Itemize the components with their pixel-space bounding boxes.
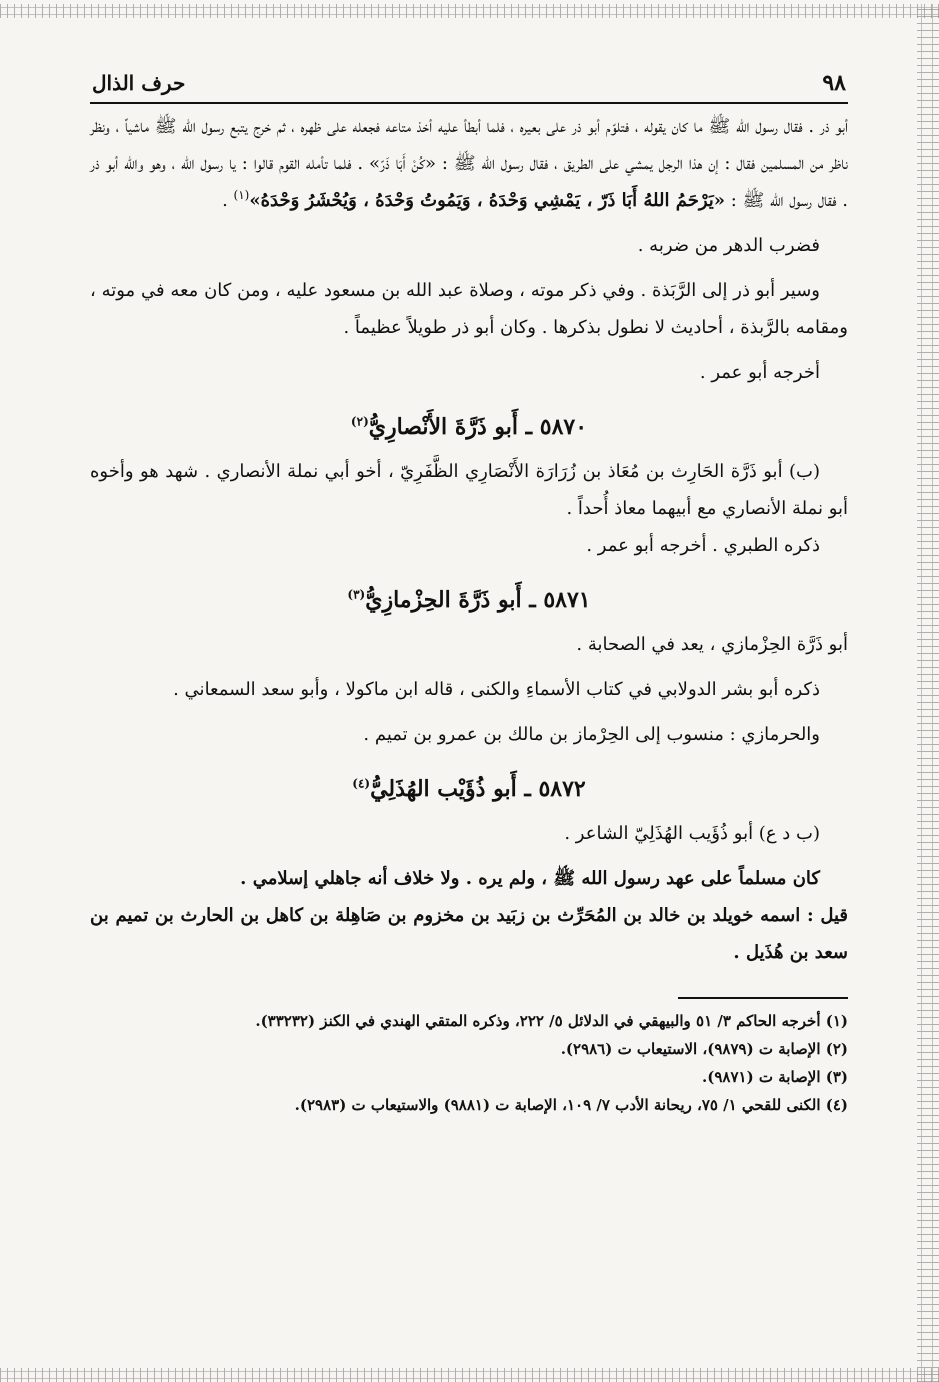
hadith-quote: «يَرْحَمُ اللهُ أَبَا ذَرّ ، يَمْشِي وَحْدَهُ ، وَيَمُوتُ وَحْدَهُ ، وَيُحْشَرُ وَحْدَهُ»: [249, 190, 726, 211]
entry-title-5872: [90, 767, 848, 811]
footnotes: [90, 1007, 848, 1119]
paragraph: (ب د ع) أبو ذُؤَيب الهُذَلِيّ الشاعر .: [564, 823, 820, 844]
footnote-ref-3: (٣): [347, 587, 366, 602]
paragraph: ذكره أبو بشر الدولابي في كتاب الأسماءِ والكنى ، قاله ابن ماكولا ، وأبو سعد السمعاني .: [173, 679, 820, 700]
running-head: حرف الذال: [92, 71, 186, 95]
page-header: [90, 70, 848, 104]
footnote-ref-2: (٢): [350, 414, 369, 429]
footnote-2: (٢) الإصابة ت (٩٨٧٩)، الاستيعاب ت (٢٩٨٦).: [560, 1040, 848, 1058]
paragraph: أخرجه أبو عمر .: [699, 362, 820, 383]
page: [90, 70, 848, 1119]
paragraph-text: أبو ذر . فقال رسول الله ﷺ ما كان يقوله ، فتلوّم أبو ذر على بعيره ، فلما أبطأ عليه أخذ متاعه فجعله على ظهره ، ثم خرج يتبع رسول الله ﷺ ماشياً ، ونظر ناظر من المسلمين فقال : إن هذا الرجل يمشي على الطريق ، فقال رسول الله ﷺ : «كُنْ أَبَا ذَرّ» . فلما تأمله القوم قالوا : يا رسول الله ، وهو والله أبو ذر . فقال رسول الله ﷺ :: [90, 116, 848, 211]
decorative-border-bottom: [0, 1368, 939, 1382]
paragraph: والحرمازي : منسوب إلى الحِرْماز بن مالك بن عمرو بن تميم .: [363, 724, 820, 745]
entry-title-text: ٥٨٧٢ ـ أَبو ذُؤَيْب الهُذَلِيُّ: [370, 776, 586, 802]
paragraph: فضرب الدهر من ضربه .: [637, 235, 820, 256]
paragraph: قيل : اسمه خويلد بن خالد بن المُحَرِّث بن زبَيد بن مخزوم بن صَاهِلة بن كاهل بن الحارث بن تميم بن سعد بن هُذَيل .: [90, 905, 848, 963]
footnote-3: (٣) الإصابة ت (٩٨٧١).: [702, 1068, 848, 1086]
entry-title-text: ٥٨٧١ ـ أَبو ذَرَّةَ الحِزْمازِيُّ: [365, 587, 591, 613]
entry-title-text: ٥٨٧٠ ـ أَبو ذَرَّةَ الأَنْصارِيُّ: [368, 414, 588, 440]
footnote-1: (١) أخرجه الحاكم ٣/ ٥١ والبيهقي في الدلائل ٥/ ٢٢٢، وذكره المتقي الهندي في الكنز (٣٣٢٣٢).: [255, 1012, 848, 1030]
entry-title-5871: [90, 578, 848, 622]
decorative-border-right: [917, 4, 939, 1382]
paragraph: (ب) أبو ذَرَّة الحَارِث بن مُعَاذ بن زُرَارَة الأَنْصَارِي الظَّفَرِيّ ، أخو أبي نملة الأنصاري . شهد هو وأخوه أبو نملة الأنصاري مع أبيهما معاذ أُحداً .: [90, 461, 848, 519]
footnote-ref-1: (١): [233, 188, 250, 202]
footnote-divider: [678, 997, 848, 999]
paragraph: أبو ذر . فقال رسول الله ﷺ ما كان يقوله ، فتلوّم أبو ذر على بعيره ، فلما أبطأ عليه أخذ متاعه فجعله على ظهره ، ثم خرج يتبع رسول الله ﷺ ماشياً ، ونظر ناظر من المسلمين فقال : إن هذا الرجل يمشي على الطريق ، فقال رسول الله ﷺ : «كُنْ أَبَا ذَرّ» . فلما تأمله القوم قالوا : يا رسول الله ، وهو والله أبو ذر . فقال رسول الله ﷺ : «يَرْحَمُ اللهُ أَبَا ذَرّ ، يَمْشِي وَحْدَهُ ، وَيَمُوتُ وَحْدَهُ ، وَيُحْشَرُ وَحْدَهُ»$^{(١)}$ .: [90, 116, 848, 211]
page-number: ٩٨: [822, 70, 846, 96]
paragraph: أبو ذَرَّة الحِزْمازي ، يعد في الصحابة .: [576, 634, 848, 655]
paragraph: وسير أبو ذر إلى الرَّبَذة . وفي ذكر موته ، وصلاة عبد الله بن مسعود عليه ، ومن كان معه في موته ، ومقامه بالرَّبذة ، أحاديث لا نطول بذكرها . وكان أبو ذر طويلاً عظيماً .: [90, 280, 848, 338]
entry-title-5870: [90, 405, 848, 449]
decorative-border-top: [0, 4, 939, 18]
paragraph: ذكره الطبري . أخرجه أبو عمر .: [586, 535, 820, 556]
main-text: [90, 108, 848, 971]
footnote-ref-4: (٤): [352, 776, 371, 791]
footnote-4: (٤) الكنى للقحي ١/ ٧٥، ريحانة الأدب ٧/ ١٠٩، الإصابة ت (٩٨٨١) والاستيعاب ت (٢٩٨٣).: [294, 1096, 848, 1114]
paragraph: كان مسلماً على عهد رسول الله ﷺ ، ولم يره . ولا خلاف أنه جاهلي إسلامي .: [240, 868, 820, 889]
